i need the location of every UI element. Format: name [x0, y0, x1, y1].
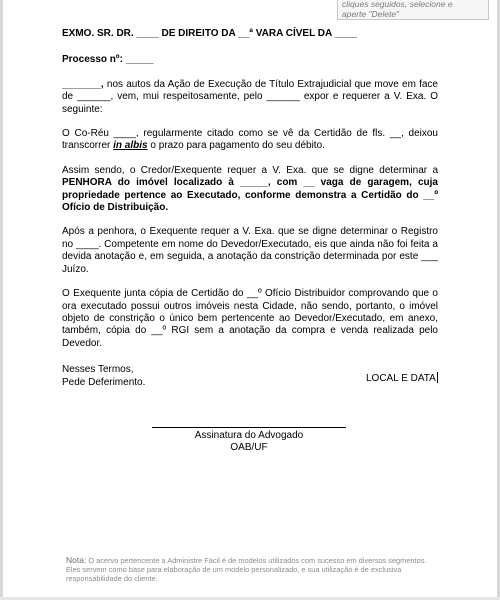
paragraph-penhora-before: Assim sendo, o Credor/Exequente requer a V. Exa. que se digne determinar a	[62, 164, 438, 176]
instruction-line-2: aperte "Delete"	[342, 9, 400, 19]
in-albis-emphasis: in albis	[113, 140, 148, 152]
text-cursor	[437, 372, 438, 383]
paragraph-intro-text: nos autos da Ação de Execução de Título Extrajudicial que move em face de ______, vem, mui respeitosamente, pelo ______ expor e requerer a V. Exa. O seguinte:	[62, 78, 438, 115]
paragraph-intro	[62, 79, 438, 116]
processo-label: Processo nº:	[62, 54, 123, 66]
oab-label: OAB/UF	[230, 442, 268, 453]
paragraph-penhora-bold: PENHORA do imóvel localizado à _____, com __ vaga de garagem, cuja propriedade pertence ao Executado, conforme demonstra a Certidão do __º Ofício de Distribuição.	[62, 177, 438, 214]
paragraph-co-reu-after: o prazo para pagamento do seu débito.	[147, 140, 325, 152]
signature-line	[152, 427, 346, 428]
paragraph-registro: Após a penhora, o Exequente requer a V. Exa. que se digne determinar o Registro no ____. Competente em nome do Devedor/Executado, eis que ainda não foi feita a devida anotação e, em seguida, a anotação da constrição determinada por este ___ Juízo.	[62, 226, 438, 275]
window-left-border	[0, 0, 3, 600]
footnote	[66, 556, 438, 583]
closing-line-2: Pede Deferimento.	[62, 376, 146, 388]
paragraph-co-reu-before: O Co-Réu ____, regularmente citado como se vê da Certidão de fls. __, deixou transcorrer	[62, 128, 438, 152]
footnote-text: O acervo pertencente a Administre Fácil é de modelos utilizados com sucesso em diversos segmentos. Eles servem como base para elaboração de um modelo personalizado, e sua utilização é de exclusiva responsabilidade do cliente.	[66, 556, 427, 583]
paragraph-certidao: O Exequente junta cópia de Certidão do __º Ofício Distribuidor comprovando que o ora executado possui outros imóveis nesta Cidade, não sendo, portanto, o imóvel objeto de constrição o único bem pertencente ao Devedor/Executado, em anexo, também, cópia do __º RGI sem a anotação da compra e venda realizada pelo Devedor.	[62, 288, 438, 349]
processo-blank: _____	[125, 54, 154, 66]
instruction-line-1: cliques seguidos, selecione e	[342, 0, 453, 9]
document-heading: EXMO. SR. DR. ____ DE DIREITO DA __ª VARA CÍVEL DA ____	[62, 28, 357, 39]
processo-line	[62, 54, 438, 66]
signature-block	[152, 430, 346, 454]
signature-label: Assinatura do Advogado	[194, 430, 304, 441]
local-date-text: LOCAL E DATA	[366, 373, 436, 384]
local-date-field[interactable]	[366, 372, 438, 385]
paragraph-co-reu	[62, 128, 438, 153]
plaintiff-blank: _______,	[62, 78, 104, 90]
paragraph-penhora	[62, 165, 438, 215]
footnote-label: Nota:	[66, 555, 87, 565]
closing-line-1: Nesses Termos,	[62, 364, 134, 376]
instruction-tooltip	[337, 0, 489, 20]
petition-document[interactable]	[62, 28, 438, 389]
